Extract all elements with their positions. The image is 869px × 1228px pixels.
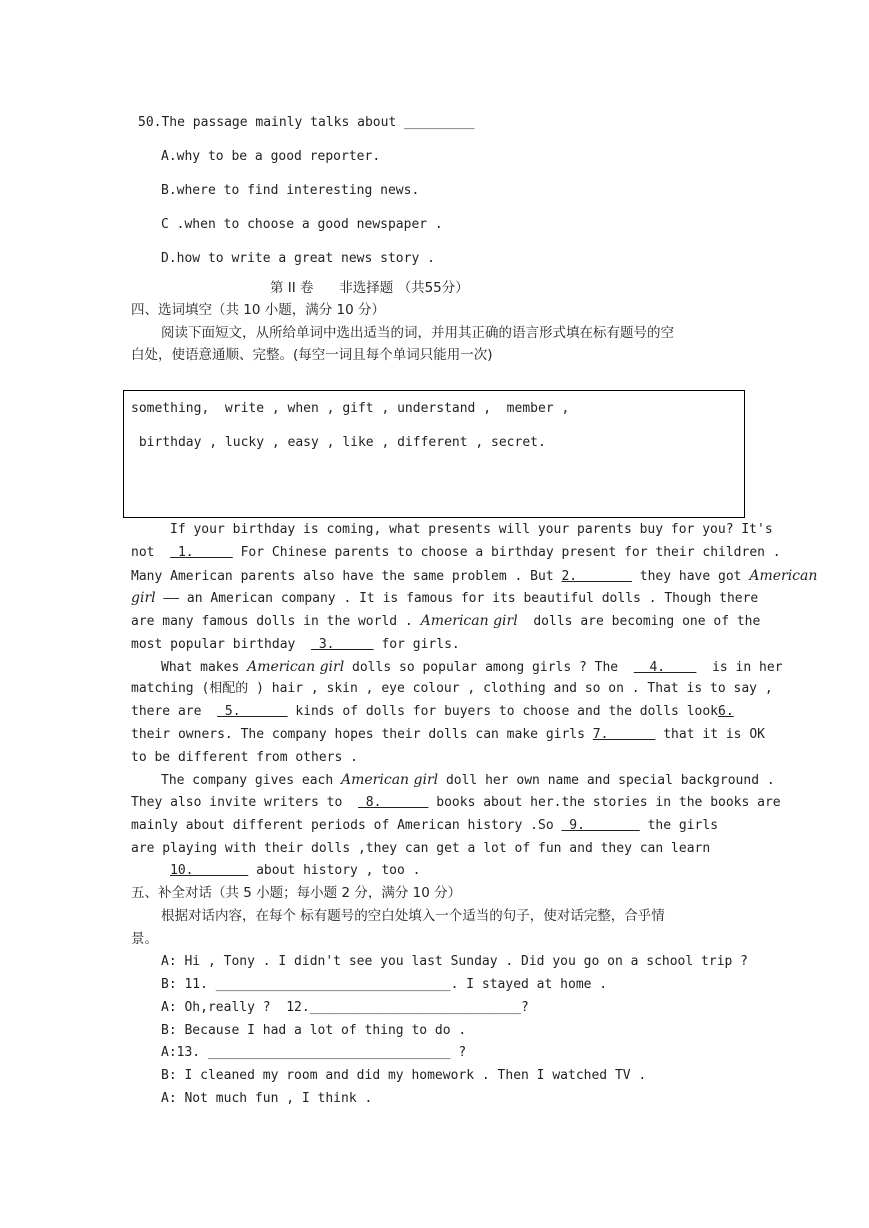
dialog-line: B: I cleaned my room and did my homework . Then I watched TV . — [161, 1068, 647, 1083]
dialog-line: A: Hi , Tony . I didn't see you last Sunday . Did you go on a school trip ? — [161, 954, 748, 969]
passage-line: girl —— an American company . It is famous for its beautiful dolls . Though there — [131, 590, 759, 606]
passage-line: They also invite writers to 8. books about her.the stories in the books are — [131, 795, 781, 810]
part2-title: 第 II 卷 非选择题 （共55分） — [270, 280, 469, 296]
dialog-line: B: Because I had a lot of thing to do . — [161, 1023, 467, 1038]
blank-5[interactable]: 5. — [217, 704, 288, 719]
dialog-line-blank-13[interactable]: A:13. _______________________________ ? — [161, 1045, 467, 1060]
passage-line: 10. about history , too . — [170, 863, 421, 878]
blank-2[interactable]: 2. — [561, 569, 632, 584]
section5-instruction-1: 根据对话内容，在每个 标有题号的空白处填入一个适当的句子，使对话完整，合乎情 — [161, 908, 665, 924]
dialog-line-blank-12[interactable]: A: Oh,really ? 12.___________________________? — [161, 1000, 529, 1015]
passage-line: to be different from others . — [131, 750, 358, 765]
blank-8[interactable]: 8. — [357, 795, 429, 810]
blank-9[interactable]: 9. — [561, 818, 640, 833]
passage-line: their owners. The company hopes their dolls can make girls 7. that it is OK — [131, 727, 765, 742]
blank-7[interactable]: 7. — [592, 727, 656, 742]
passage-line: mainly about different periods of American history .So 9. the girls — [131, 818, 719, 833]
blank-3[interactable]: 3. — [311, 637, 374, 652]
blank-6[interactable]: 6. — [718, 704, 734, 719]
q50-option-b: B.where to find interesting news. — [161, 183, 420, 198]
passage-line: If your birthday is coming, what presents will your parents buy for you? It's — [170, 522, 773, 537]
passage-line: matching (相配的 ) hair , skin , eye colour , clothing and so on . That is to say , — [131, 681, 773, 696]
blank-1[interactable]: 1. — [170, 545, 233, 560]
dialog-line: A: Not much fun , I think . — [161, 1091, 373, 1106]
section5-instruction-2: 景。 — [131, 931, 158, 947]
blank-4[interactable]: 4. — [633, 660, 697, 675]
word-bank-line-2: birthday , lucky , easy , like , different , secret. — [131, 435, 546, 450]
passage-line: The company gives each American girl doll her own name and special background . — [161, 772, 775, 788]
section5-heading: 五、补全对话（共 5 小题；每小题 2 分，满分 10 分） — [131, 885, 462, 901]
q50-option-a: A.why to be a good reporter. — [161, 149, 381, 164]
section4-instruction-2: 白处，使语意通顺、完整。(每空一词且每个单词只能用一次) — [131, 347, 493, 363]
section4-heading: 四、选词填空（共 10 小题，满分 10 分） — [131, 302, 386, 318]
passage-line: are many famous dolls in the world . American girl dolls are becoming one of the — [131, 613, 761, 629]
passage-line: most popular birthday 3. for girls. — [131, 637, 460, 652]
blank-10[interactable]: 10. — [170, 863, 249, 878]
section4-instruction-1: 阅读下面短文，从所给单词中选出适当的词，并用其正确的语言形式填在标有题号的空 — [161, 325, 674, 341]
word-bank-line-1: something, write , when , gift , understand , member , — [131, 401, 570, 416]
passage-line: there are 5. kinds of dolls for buyers to choose and the dolls look6. — [131, 704, 734, 719]
passage-line: Many American parents also have the same problem . But 2. they have got American — [131, 568, 818, 584]
q50-option-c: C .when to choose a good newspaper . — [161, 217, 443, 232]
passage-line: are playing with their dolls ,they can get a lot of fun and they can learn — [131, 841, 711, 856]
passage-line: not 1. For Chinese parents to choose a birthday present for their children . — [131, 545, 781, 560]
q50-stem: 50.The passage mainly talks about _________ — [138, 115, 475, 130]
dialog-line-blank-11[interactable]: B: 11. ______________________________. I stayed at home . — [161, 977, 608, 992]
q50-option-d: D.how to write a great news story . — [161, 251, 435, 266]
passage-line: What makes American girl dolls so popular among girls ? The 4. is in her — [161, 659, 783, 675]
